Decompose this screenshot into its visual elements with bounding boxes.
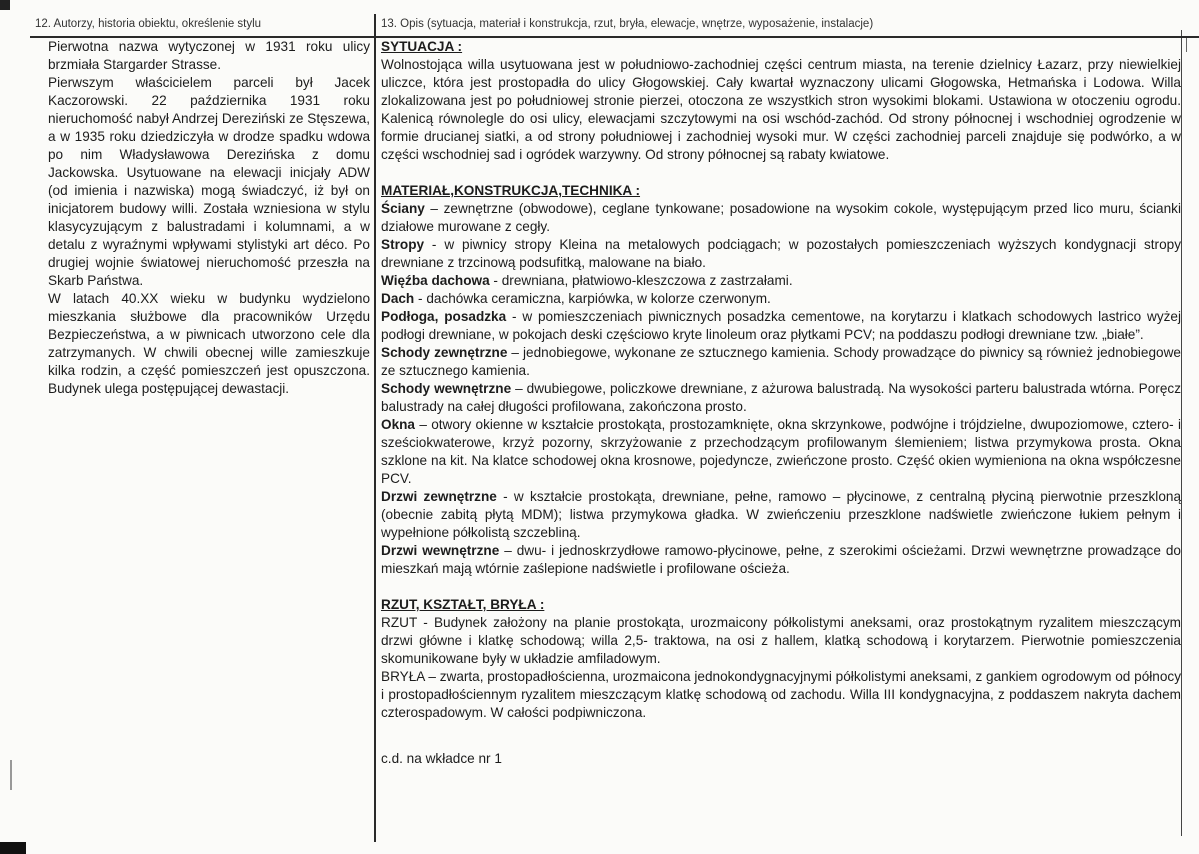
scan-corner-mark [0,0,10,10]
history-column [48,38,370,398]
material-item-dach [381,290,1181,308]
bryla-paragraph: BRYŁA – zwarta, prostopadłościenna, urozmaicona jednokondygnacyjnymi półkolistymi aneksami, z gankiem ogrodowym od północy i prostopadłościennym ryzalitem mieszczącym klatkę schodową od zachodu. Willa III kondygnacyjna, z poddaszem nakryta dachem czterospadowym. W całości podpiwniczona. [381,669,1181,720]
sytuacja-text: Wolnostojąca willa usytuowana jest w południowo-zachodniej części centrum miasta, na terenie dzielnicy Łazarz, przy niewielkiej uliczce, która jest prostopadła do ulicy Głogowskiej. Cały kwartał wyznaczony ulicami Głogowska, Hetmańska i Lodowa. Willa zlokalizowana jest po południowej stronie pierzei, otoczona ze wszystkich stron wysokimi blokami. Ustawiona w otoczeniu ogrodu. Kalenicą równolegle do osi ulicy, elewacjami szczytowymi na osi wschód-zachód. Od strony północnej i wschodniej ogrodzenie w formie drucianej siatki, a od strony południowej i zachodniej wysoki mur. W części zachodniej parceli znajduje się podwórko, a w części wschodniej sad i ogródek warzywny. Od strony północnej są rabaty kwiatowe. [381,57,1181,162]
material-item-drzwi-zewnetrzne [381,488,1181,542]
item-label: Podłoga, posadzka [381,309,507,324]
column-divider [374,14,376,842]
item-text: – otwory okienne w kształcie prostokąta, prostozamknięte, okna skrzynkowe, podwójne i trójdzielne, dwupoziomowe, cztero- i sześciokwaterowe, krzyż pozorny, skrzyżowanie z przechodzącym profilowanym ślemieniem; listwa przymykowa prosta. Okna szklone na kit. Na klatce schodowej okna krosnowe, pojedyncze, zwieńczone prosto. Część okien wymieniona na okna współczesne PCV. [381,417,1181,486]
item-label: Dach [381,291,415,306]
rzut-heading: RZUT, KSZTAŁT, BRYŁA : [381,597,545,612]
material-item-okna [381,416,1181,488]
page-right-border [1181,30,1182,836]
continuation-note: c.d. na wkładce nr 1 [381,751,502,766]
scan-scuff [10,760,12,790]
history-paragraph: Pierwszym właścicielem parceli był Jacek Kaczorowski. 22 października 1931 roku nieruchomość nabył Andrzej Dereziński ze Stęszewa, a w 1935 roku dziedziczyła w drodze spadku wdowa po nim Władysławowa Derezińska z domu Jackowska. Usytuowane na elewacji inicjały ADW (od imienia i nazwiska) mogą świadczyć, iż był on inicjatorem budowy willi. Została wzniesiona w stylu klasycyzującym z balustradami i kolumnami, a w detalu z wyraźnymi wpływami stylistyki art déco. Po drugiej wojnie światowej nieruchomość przeszła na Skarb Państwa. [48,75,370,288]
item-label: Drzwi wewnętrzne [381,543,500,558]
description-column [381,38,1181,768]
item-text: - w pomieszczeniach piwnicznych posadzka cementowe, na korytarzu i klatkach schodowych lastrico wyżej podłogi drewniane, w pokojach deski częściowo kryte linoleum oraz płytkami PCV; na poddaszu podłogi drewniane tzw. „białe”. [381,309,1181,342]
scan-edge-mark [1186,36,1193,52]
item-label: Ściany [381,201,425,216]
item-text: – zewnętrzne (obwodowe), ceglane tynkowane; posadowione na wysokim cokole, występującym przed lico muru, ścianki działowe murowane z cegły. [381,201,1181,234]
material-heading: MATERIAŁ,KONSTRUKCJA,TECHNIKA : [381,183,641,198]
material-item-sciany [381,200,1181,236]
material-item-wiezba [381,272,1181,290]
material-item-stropy [381,236,1181,272]
material-item-schody-zewnetrzne [381,344,1181,380]
material-item-schody-wewnetrzne [381,380,1181,416]
item-label: Stropy [381,237,425,252]
item-text: - dachówka ceramiczna, karpiówka, w kolorze czerwonym. [414,291,771,306]
history-paragraph: W latach 40.XX wieku w budynku wydzielono mieszkania służbowe dla pracowników Urzędu Bezpieczeństwa, a w piwnicach utworzono cele dla zatrzymanych. W chwili obecnej wille zamieszkuje kilka rodzin, a część pomieszczeń jest opuszczona. Budynek ulega postępującej dewastacji. [48,291,370,396]
item-label: Więźba dachowa [381,273,490,288]
item-text: - drewniana, płatwiowo-kleszczowa z zastrzałami. [489,273,793,288]
scan-corner-mark [0,842,26,854]
item-text: – jednobiegowe, wykonane ze sztucznego kamienia. Schody prowadzące do piwnicy są również jednobiegowe ze sztucznego kamienia. [381,345,1181,378]
section-12-header: 12. Autorzy, historia obiektu, określenie stylu [35,18,262,30]
sytuacja-heading: SYTUACJA : [381,39,463,54]
material-item-podloga [381,308,1181,344]
item-text: – dwubiegowe, policzkowe drewniane, z ażurowa balustradą. Na wysokości parteru balustrada wtórna. Poręcz balustrady na całej długości profilowana, zakończona prosto. [381,381,1181,414]
history-paragraph: Pierwotna nazwa wytyczonej w 1931 roku ulicy brzmiała Stargarder Strasse. [48,39,370,72]
item-text: – dwu- i jednoskrzydłowe ramowo-płycinowe, pełne, z szerokimi ościeżami. Drzwi wewnętrzne prowadzące do mieszkań mają wtórnie zaślepione nadświetle i profilowane ościeża. [381,543,1181,576]
item-text: - w kształcie prostokąta, drewniane, pełne, ramowo – płycinowe, z centralną płyciną pierwotnie przeszkloną (obecnie zabitą płytą MDM); listwa przymykowa gładka. W zwieńczeniu przeszklone nadświetle zwieńczone łukiem pełnym i wypełnione półkolistą szczebliną. [381,489,1182,540]
rzut-paragraph: RZUT - Budynek założony na planie prostokąta, urozmaicony półkolistymi aneksami, oraz prostokątnym ryzalitem mieszczącym drzwi główne i klatkę schodową; willa 2,5- traktowa, na osi z hallem, klatką schodową i korytarzem. Pierwotnie pomieszczenia skomunikowane były w układzie amfiladowym. [381,615,1181,666]
item-label: Schody zewnętrzne [381,345,508,360]
section-13-header: 13. Opis (sytuacja, materiał i konstrukcja, rzut, bryła, elewacje, wnętrze, wyposażenie, instalacje) [381,18,874,30]
item-text: - w piwnicy stropy Kleina na metalowych podciągach; w pozostałych pomieszczeniach wyższych kondygnacji stropy drewniane z trzcinową podsufitką, malowane na biało. [381,237,1181,270]
material-item-drzwi-wewnetrzne [381,542,1181,578]
item-label: Okna [381,417,415,432]
item-label: Schody wewnętrzne [381,381,512,396]
item-label: Drzwi zewnętrzne [381,489,497,504]
